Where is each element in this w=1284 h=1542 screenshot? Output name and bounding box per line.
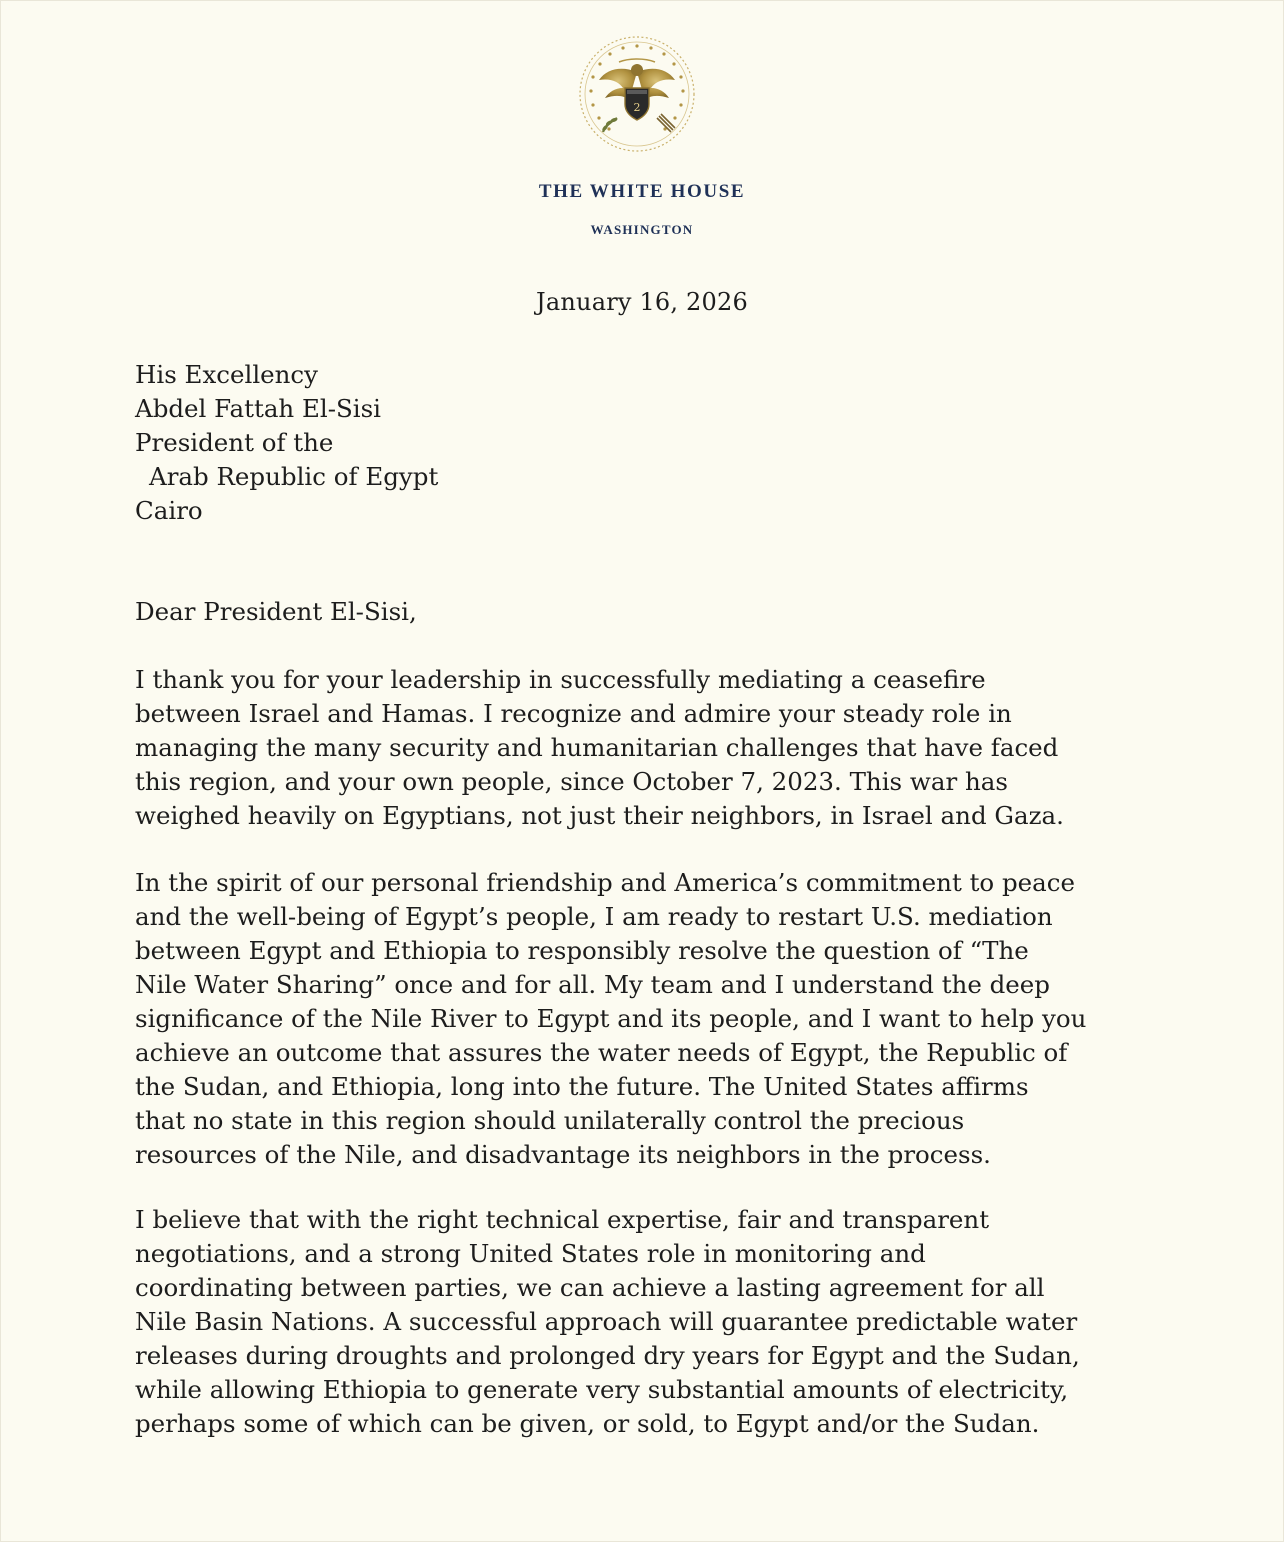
paragraph-line: Nile Water Sharing” once and for all. My team and I understand the deep	[135, 970, 1050, 999]
letter-date: January 16, 2026	[536, 288, 748, 316]
paragraph-line: I thank you for your leadership in successfully mediating a ceasefire	[135, 665, 986, 694]
paragraph-line: the Sudan, and Ethiopia, long into the future. The United States affirms	[135, 1072, 1029, 1101]
paragraph-line: while allowing Ethiopia to generate very substantial amounts of electricity,	[135, 1375, 1069, 1404]
paragraph-2	[135, 866, 1175, 1172]
paragraph-line: resources of the Nile, and disadvantage its neighbors in the process.	[135, 1140, 991, 1169]
paragraph-line: releases during droughts and prolonged dry years for Egypt and the Sudan,	[135, 1341, 1080, 1370]
presidential-seal-icon	[575, 32, 699, 156]
paragraph-line: perhaps some of which can be given, or sold, to Egypt and/or the Sudan.	[135, 1409, 1040, 1438]
paragraph-line: managing the many security and humanitarian challenges that have faced	[135, 733, 1059, 762]
paragraph-line: significance of the Nile River to Egypt and its people, and I want to help you	[135, 1004, 1087, 1033]
svg-text:2: 2	[633, 101, 641, 114]
paragraph-line: In the spirit of our personal friendship and America’s commitment to peace	[135, 868, 1075, 897]
recipient-city: Cairo	[135, 496, 203, 525]
paragraph-3	[135, 1203, 1175, 1441]
letterhead-title: THE WHITE HOUSE	[538, 181, 746, 202]
paragraph-line: between Israel and Hamas. I recognize and admire your steady role in	[135, 699, 1012, 728]
paragraph-line: and the well-being of Egypt’s people, I am ready to restart U.S. mediation	[135, 902, 1053, 931]
recipient-name: Abdel Fattah El-Sisi	[135, 394, 382, 423]
paragraph-line: weighed heavily on Egyptians, not just their neighbors, in Israel and Gaza.	[135, 801, 1064, 830]
paragraph-line: coordinating between parties, we can achieve a lasting agreement for all	[135, 1273, 1045, 1302]
paragraph-line: I believe that with the right technical expertise, fair and transparent	[135, 1205, 990, 1234]
letterhead-subtitle: WASHINGTON	[590, 222, 694, 237]
recipient-title: President of the	[135, 428, 334, 457]
paragraph-line: negotiations, and a strong United States role in monitoring and	[135, 1239, 926, 1268]
recipient-honorific: His Excellency	[135, 360, 318, 389]
paragraph-line: achieve an outcome that assures the water needs of Egypt, the Republic of	[135, 1038, 1068, 1067]
paragraph-line: Nile Basin Nations. A successful approach will guarantee predictable water	[135, 1307, 1078, 1336]
paragraph-line: this region, and your own people, since October 7, 2023. This war has	[135, 767, 1008, 796]
paragraph-1	[135, 663, 1175, 833]
recipient-country: Arab Republic of Egypt	[149, 462, 439, 491]
salutation: Dear President El-Sisi,	[135, 597, 417, 626]
paragraph-line: between Egypt and Ethiopia to responsibly resolve the question of “The	[135, 936, 1029, 965]
recipient-address	[135, 358, 438, 528]
paragraph-line: that no state in this region should unilaterally control the precious	[135, 1106, 965, 1135]
